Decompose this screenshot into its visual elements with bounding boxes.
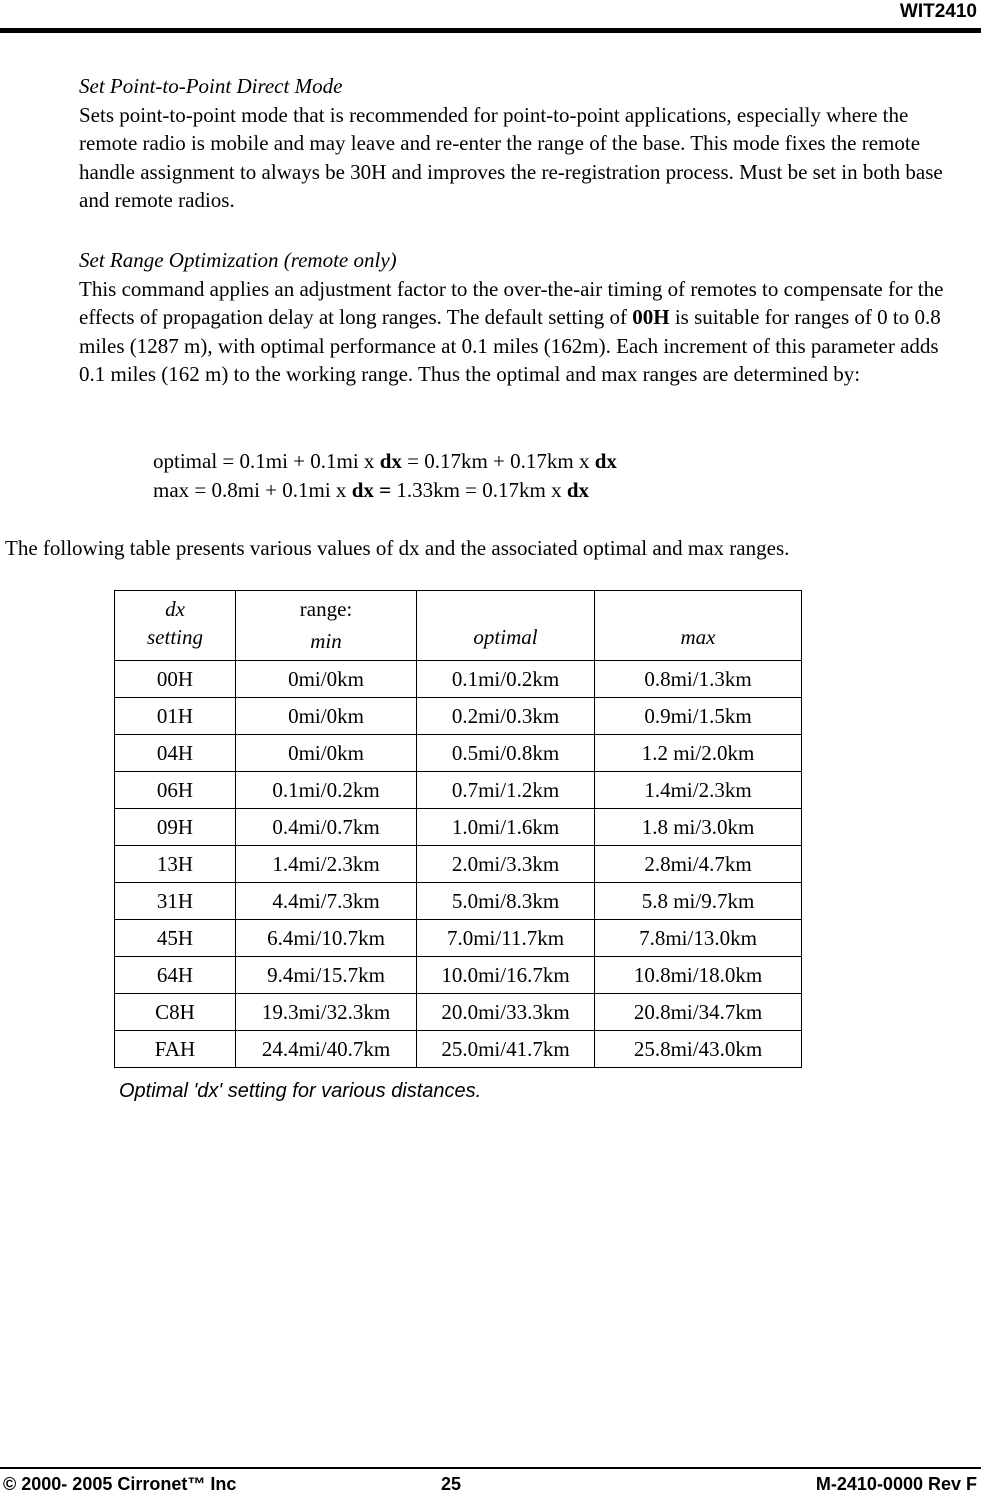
formula-variable: dx = xyxy=(351,478,392,502)
cell-min: 0mi/0km xyxy=(236,661,417,698)
cell-optimal: 10.0mi/16.7km xyxy=(417,957,595,994)
header-text: max xyxy=(680,625,716,649)
cell-optimal: 2.0mi/3.3km xyxy=(417,846,595,883)
cell-optimal: 0.2mi/0.3km xyxy=(417,698,595,735)
table-row xyxy=(115,1031,802,1068)
cell-max: 2.8mi/4.7km xyxy=(595,846,802,883)
header-text: optimal xyxy=(473,625,538,649)
header-dx-setting xyxy=(115,591,236,661)
cell-optimal: 0.7mi/1.2km xyxy=(417,772,595,809)
table-row xyxy=(115,994,802,1031)
header-text: min xyxy=(310,629,342,653)
table-row xyxy=(115,735,802,772)
table-row xyxy=(115,698,802,735)
section-range-optimization xyxy=(79,246,969,389)
header-range-min xyxy=(236,591,417,661)
cell-dx: 00H xyxy=(115,661,236,698)
cell-max: 25.8mi/43.0km xyxy=(595,1031,802,1068)
table-row xyxy=(115,920,802,957)
header-max xyxy=(595,591,802,661)
table-row xyxy=(115,883,802,920)
table-row xyxy=(115,809,802,846)
formula-text: max = 0.8mi + 0.1mi x xyxy=(153,478,352,502)
cell-dx: C8H xyxy=(115,994,236,1031)
footer-document-number: M-2410-0000 Rev F xyxy=(815,1474,977,1494)
cell-max: 1.4mi/2.3km xyxy=(595,772,802,809)
table-header-row xyxy=(115,591,802,661)
cell-dx: 13H xyxy=(115,846,236,883)
formula-optimal xyxy=(153,447,617,476)
cell-min: 0mi/0km xyxy=(236,698,417,735)
cell-optimal: 0.1mi/0.2km xyxy=(417,661,595,698)
cell-dx: 09H xyxy=(115,809,236,846)
cell-min: 9.4mi/15.7km xyxy=(236,957,417,994)
cell-max: 0.9mi/1.5km xyxy=(595,698,802,735)
formula-text: optimal = 0.1mi + 0.1mi x xyxy=(153,449,380,473)
cell-min: 0.4mi/0.7km xyxy=(236,809,417,846)
cell-max: 10.8mi/18.0km xyxy=(595,957,802,994)
cell-optimal: 20.0mi/33.3km xyxy=(417,994,595,1031)
cell-optimal: 25.0mi/41.7km xyxy=(417,1031,595,1068)
cell-optimal: 7.0mi/11.7km xyxy=(417,920,595,957)
cell-min: 6.4mi/10.7km xyxy=(236,920,417,957)
footer-page-number: 25 xyxy=(441,1474,462,1494)
dx-settings-table xyxy=(114,590,802,1068)
header-text: dx xyxy=(165,597,185,621)
running-header-title: WIT2410 xyxy=(899,1,977,22)
table-intro: The following table presents various values of dx and the associated optimal and max ranges. xyxy=(5,536,790,560)
cell-dx: 64H xyxy=(115,957,236,994)
header-text: setting xyxy=(147,625,203,649)
header-optimal xyxy=(417,591,595,661)
section-heading: Set Range Optimization (remote only) xyxy=(79,248,397,272)
body-text: is suitable for ranges of 0 to 0.8 miles (1287 m), with optimal performance at 0.1 miles (162m). Each increment of this parameter adds 0.1 miles (162 m) to the working range. Thus the optimal and max ranges are determined by: xyxy=(79,305,941,386)
section-heading: Set Point-to-Point Direct Mode xyxy=(79,74,343,98)
default-setting-value: 00H xyxy=(632,305,670,329)
footer-copyright: © 2000- 2005 Cirronet™ Inc xyxy=(3,1474,237,1494)
cell-dx: FAH xyxy=(115,1031,236,1068)
section-body: Sets point-to-point mode that is recommended for point-to-point applications, especially where the remote radio is mobile and may leave and re-enter the range of the base. This mode fixes the remote handle assignment to always be 30H and improves the re-registration process. Must be set in both base and remote radios. xyxy=(79,102,943,212)
cell-min: 1.4mi/2.3km xyxy=(236,846,417,883)
cell-dx: 45H xyxy=(115,920,236,957)
cell-min: 0.1mi/0.2km xyxy=(236,772,417,809)
table-row xyxy=(115,772,802,809)
cell-optimal: 1.0mi/1.6km xyxy=(417,809,595,846)
formula-variable: dx xyxy=(594,449,617,473)
cell-optimal: 5.0mi/8.3km xyxy=(417,883,595,920)
cell-dx: 04H xyxy=(115,735,236,772)
formula-text: 1.33km = 0.17km x xyxy=(391,478,567,502)
cell-max: 20.8mi/34.7km xyxy=(595,994,802,1031)
cell-dx: 31H xyxy=(115,883,236,920)
table-row xyxy=(115,957,802,994)
footer-rule xyxy=(0,1467,981,1469)
cell-min: 4.4mi/7.3km xyxy=(236,883,417,920)
cell-min: 19.3mi/32.3km xyxy=(236,994,417,1031)
cell-dx: 01H xyxy=(115,698,236,735)
table-caption: Optimal 'dx' setting for various distances. xyxy=(119,1080,482,1102)
cell-min: 24.4mi/40.7km xyxy=(236,1031,417,1068)
table-row xyxy=(115,661,802,698)
section-point-to-point xyxy=(79,72,969,215)
formula-text: = 0.17km + 0.17km x xyxy=(401,449,595,473)
body-text: This command applies an adjustment factor to the over-the-air timing of remotes to compensate for the effects of propagation delay at long ranges. The default setting of xyxy=(79,276,944,329)
cell-optimal: 0.5mi/0.8km xyxy=(417,735,595,772)
table-row xyxy=(115,846,802,883)
formula-variable: dx xyxy=(566,478,590,502)
formula-variable: dx xyxy=(379,449,402,473)
cell-max: 1.8 mi/3.0km xyxy=(595,809,802,846)
header-text: range: xyxy=(299,597,353,621)
formula-max xyxy=(153,476,589,505)
cell-dx: 06H xyxy=(115,772,236,809)
cell-max: 7.8mi/13.0km xyxy=(595,920,802,957)
cell-max: 1.2 mi/2.0km xyxy=(595,735,802,772)
cell-min: 0mi/0km xyxy=(236,735,417,772)
section-body xyxy=(79,275,969,389)
header-rule xyxy=(0,28,981,33)
cell-max: 0.8mi/1.3km xyxy=(595,661,802,698)
cell-max: 5.8 mi/9.7km xyxy=(595,883,802,920)
